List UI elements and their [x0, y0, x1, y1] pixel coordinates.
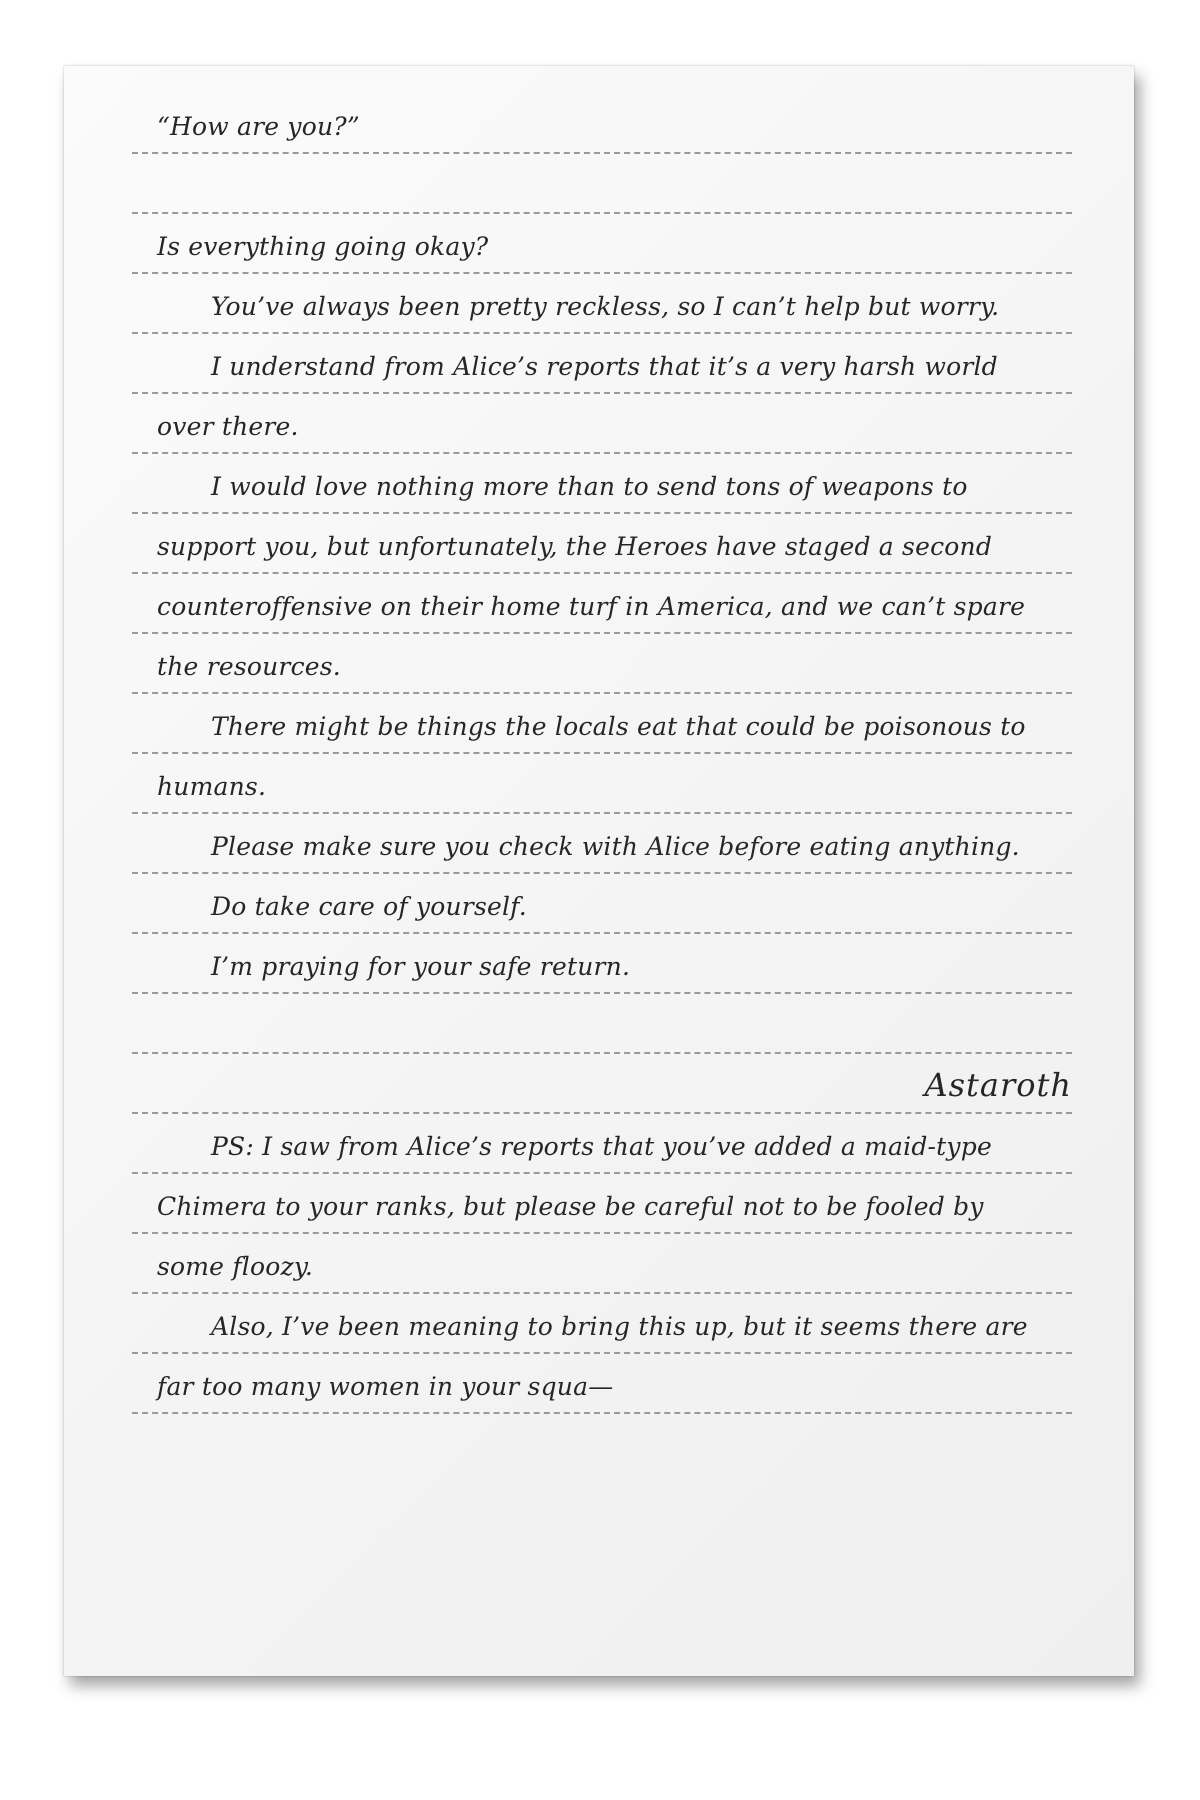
rule-line [132, 392, 1072, 394]
rule-line [132, 812, 1072, 814]
letter-line: You’ve always been pretty reckless, so I can’t help but worry. [211, 292, 1000, 321]
rule-line [132, 752, 1072, 754]
rule-line [132, 992, 1072, 994]
rule-line [132, 872, 1072, 874]
letter-line: counteroffensive on their home turf in America, and we can’t spare [157, 592, 1026, 621]
ps-line: PS: I saw from Alice’s reports that you’ve added a maid-type [211, 1132, 992, 1161]
rule-line [132, 1112, 1072, 1114]
letter-line: I would love nothing more than to send tons of weapons to [211, 472, 968, 501]
letter-line: Please make sure you check with Alice before eating anything. [211, 832, 1020, 861]
rule-line [132, 632, 1072, 634]
letter-line: Is everything going okay? [157, 232, 489, 261]
letter-line: humans. [157, 772, 267, 801]
rule-line [132, 1172, 1072, 1174]
letter-line: There might be things the locals eat that could be poisonous to [211, 712, 1026, 741]
rule-line [132, 1052, 1072, 1054]
ps-line: far too many women in your squa— [157, 1372, 614, 1401]
letter-line: I understand from Alice’s reports that it’s a very harsh world [211, 352, 998, 381]
rule-line [132, 212, 1072, 214]
ps-line: Chimera to your ranks, but please be careful not to be fooled by [157, 1192, 984, 1221]
letter-line: I’m praying for your safe return. [211, 952, 631, 981]
rule-line [132, 692, 1072, 694]
rule-line [132, 452, 1072, 454]
signature: Astaroth [924, 1066, 1072, 1104]
rule-line [132, 152, 1072, 154]
rule-line [132, 1412, 1072, 1414]
rule-line [132, 1232, 1072, 1234]
rule-line [132, 332, 1072, 334]
rule-line [132, 932, 1072, 934]
letter-line: the resources. [157, 652, 341, 681]
letter-line: support you, but unfortunately, the Heroes have staged a second [157, 532, 993, 561]
letter-paper [64, 66, 1134, 1676]
ps-line: some floozy. [157, 1252, 314, 1281]
letter-line: over there. [157, 412, 299, 441]
letter-line: Do take care of yourself. [211, 892, 527, 921]
rule-line [132, 1352, 1072, 1354]
rule-line [132, 572, 1072, 574]
rule-line [132, 272, 1072, 274]
ps-line: Also, I’ve been meaning to bring this up, but it seems there are [211, 1312, 1028, 1341]
rule-line [132, 1292, 1072, 1294]
greeting-line: “How are you?” [157, 112, 360, 141]
rule-line [132, 512, 1072, 514]
